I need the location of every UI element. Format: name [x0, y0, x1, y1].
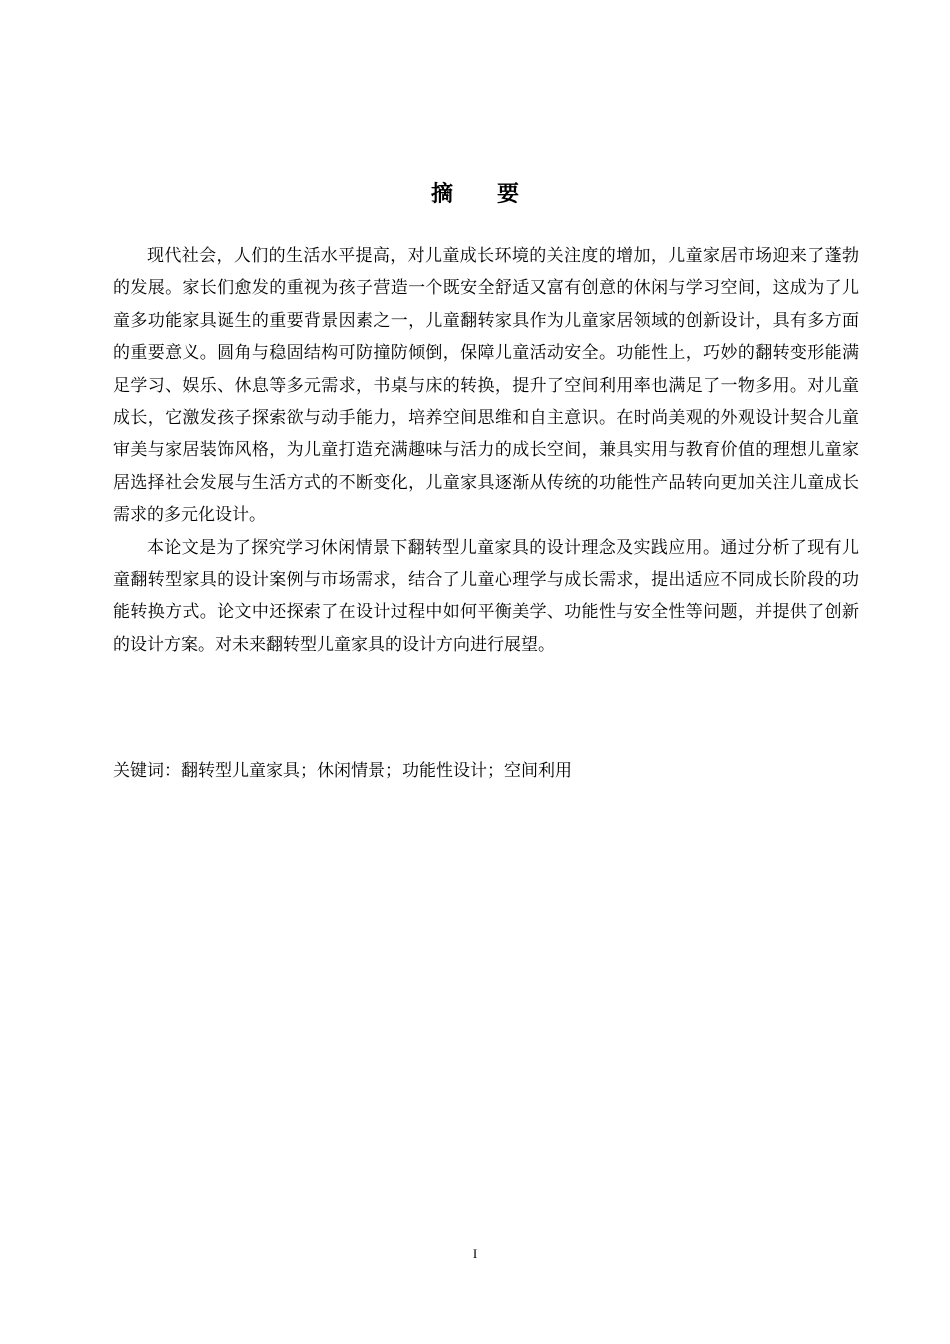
- abstract-paragraph-2: 本论文是为了探究学习休闲情景下翻转型儿童家具的设计理念及实践应用。通过分析了现有儿童翻转型家具的设计案例与市场需求，结合了儿童心理学与成长需求，提出适应不同成长阶段的功能转换方式。论文中还探索了在设计过程中如何平衡美学、功能性与安全性等问题，并提供了创新的设计方案。对未来翻转型儿童家具的设计方向进行展望。: [113, 537, 859, 655]
- abstract-title: 摘要: [430, 182, 563, 207]
- abstract-body: [113, 240, 859, 661]
- keywords-line: 关键词：翻转型儿童家具；休闲情景；功能性设计；空间利用: [113, 761, 572, 781]
- page-number: I: [472, 1246, 478, 1261]
- abstract-paragraph-1: 现代社会，人们的生活水平提高，对儿童成长环境的关注度的增加，儿童家居市场迎来了蓬勃的发展。家长们愈发的重视为孩子营造一个既安全舒适又富有创意的休闲与学习空间，这成为了儿童多功能家具诞生的重要背景因素之一，儿童翻转家具作为儿童家居领域的创新设计，具有多方面的重要意义。圆角与稳固结构可防撞防倾倒，保障儿童活动安全。功能性上，巧妙的翻转变形能满足学习、娱乐、休息等多元需求，书桌与床的转换，提升了空间利用率也满足了一物多用。对儿童成长，它激发孩子探索欲与动手能力，培养空间思维和自主意识。在时尚美观的外观设计契合儿童审美与家居装饰风格，为儿童打造充满趣味与活力的成长空间，兼具实用与教育价值的理想儿童家居选择社会发展与生活方式的不断变化，儿童家具逐渐从传统的功能性产品转向更加关注儿童成长需求的多元化设计。: [113, 246, 859, 526]
